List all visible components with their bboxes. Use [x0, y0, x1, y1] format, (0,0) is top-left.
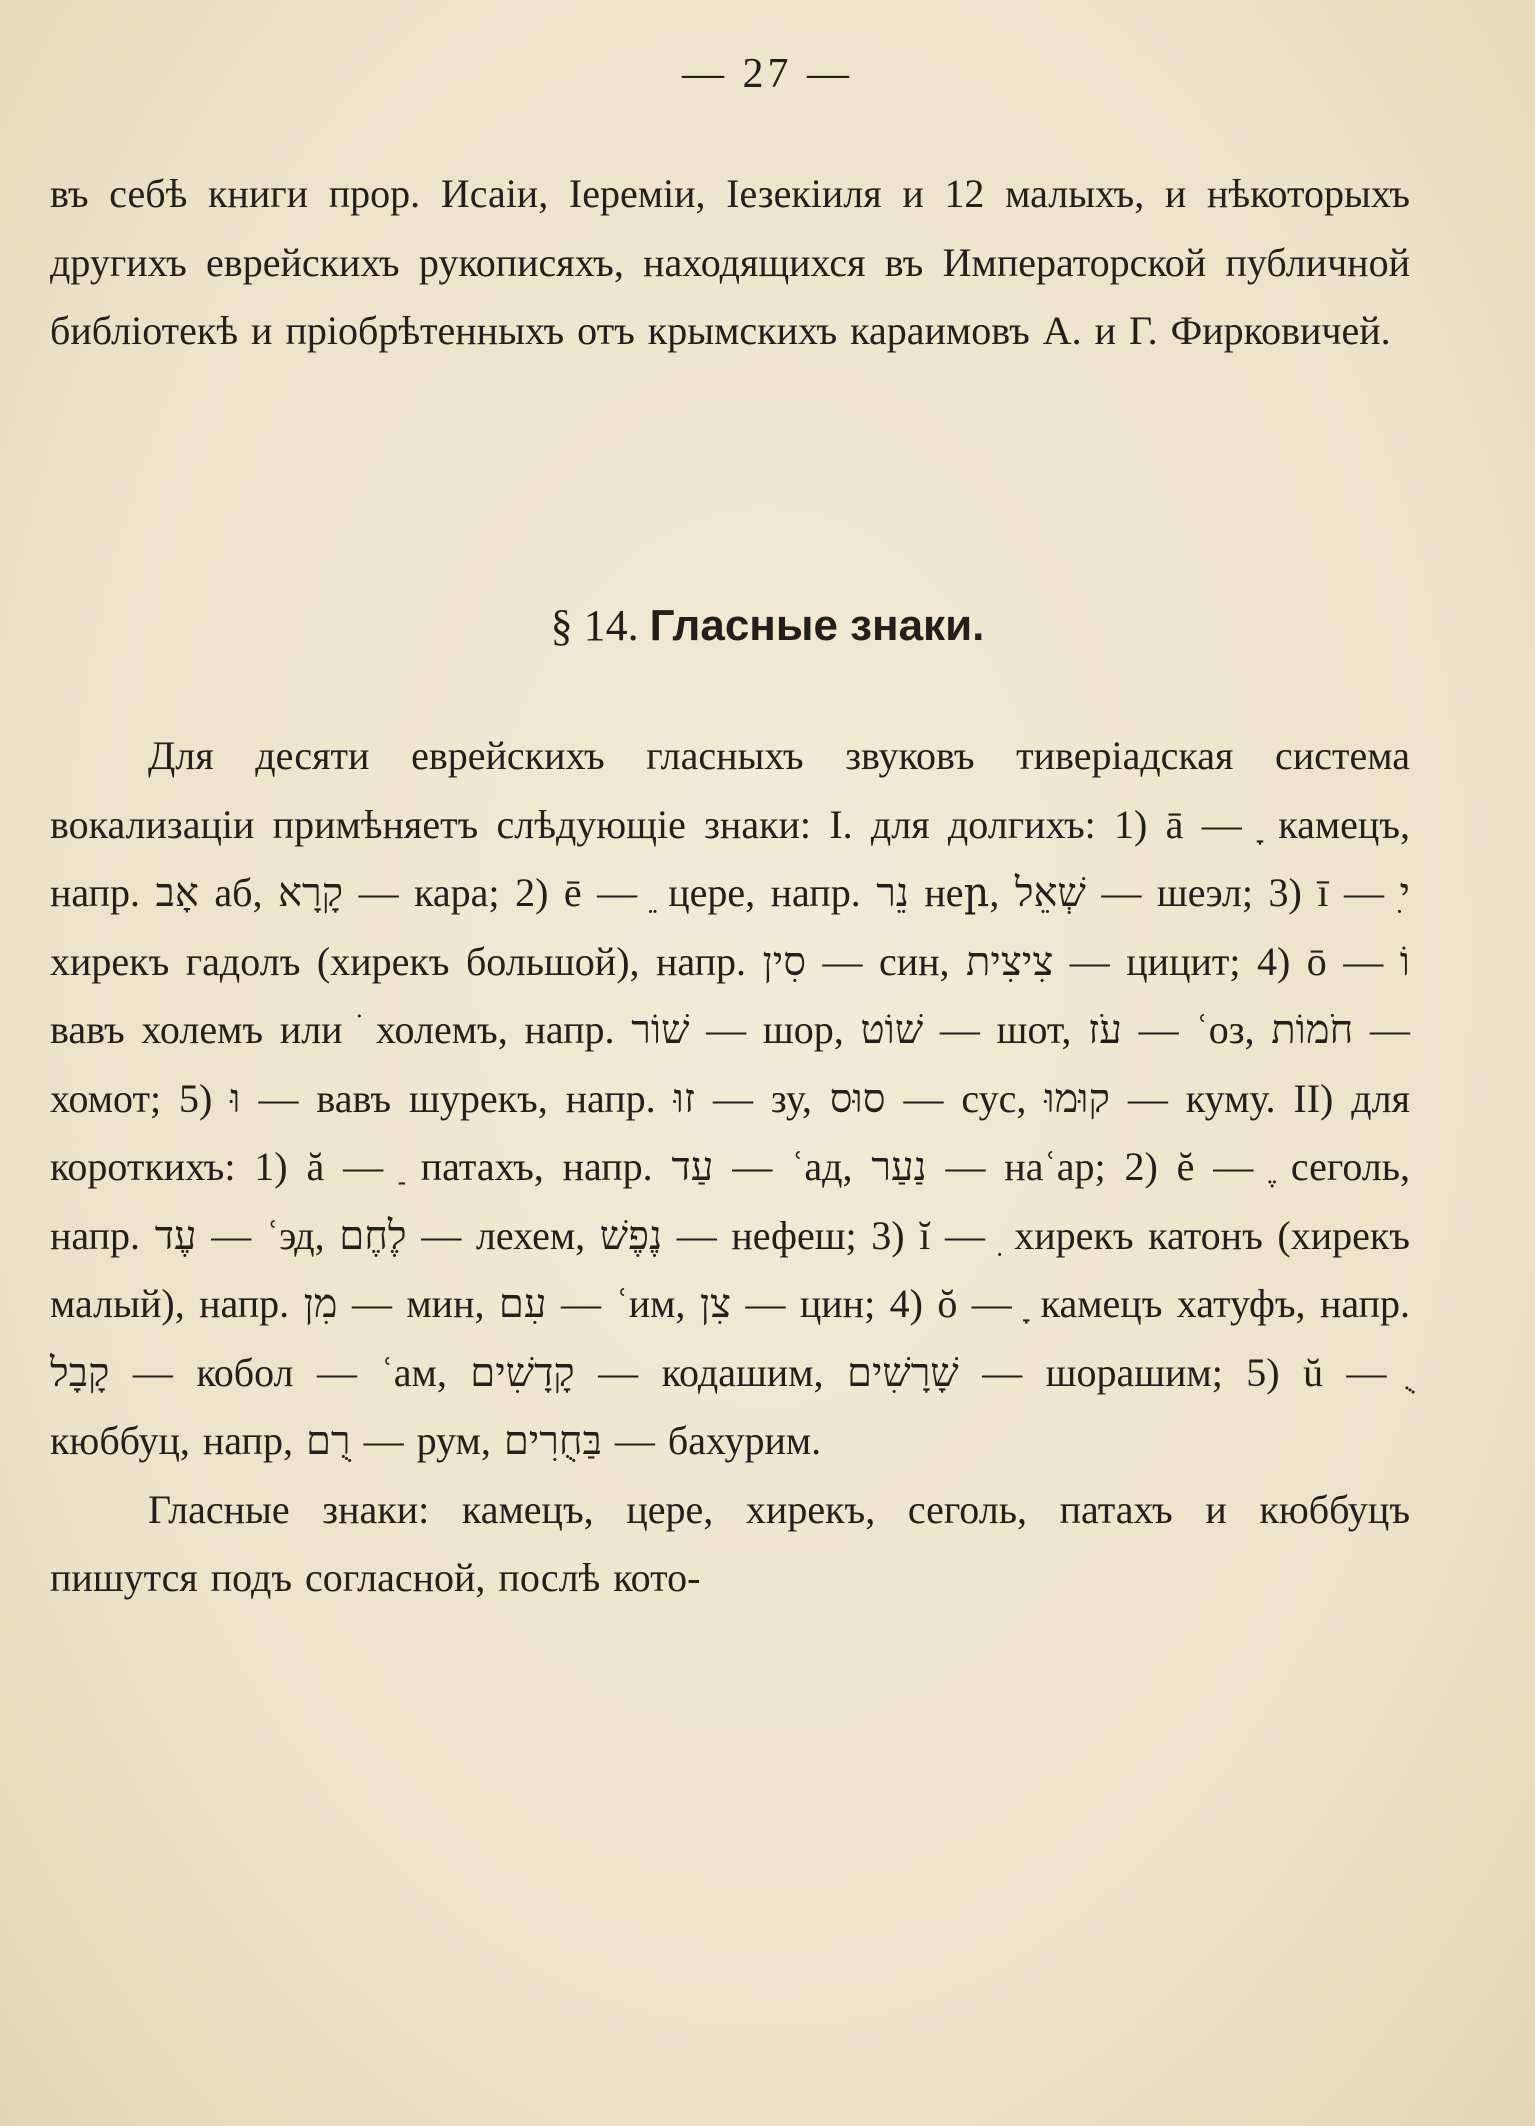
main-text-block: [50, 722, 1410, 1613]
top-paragraph: въ себѣ книги прор. Исаіи, Іереміи, Іезекіиля и 12 малыхъ, и нѣкоторыхъ другихъ еврейскихъ рукописяхъ, находящихся въ Императорской публичной библіотекѣ и пріобрѣтенныхъ отъ крымскихъ караимовъ А. и Г. Фирковичей.: [50, 171, 1410, 353]
paragraph-vowel-signs: Для десяти еврейскихъ гласныхъ звуковъ тиверіадская система вокализаціи примѣняетъ слѣдующіе знаки: I. для долгихъ: 1) ā — ָ камецъ, напр. אָב аб, קָרָא — кара; 2) ē — ֵ цере, напр. נֵר неր, שְׁאֵל — шеэл; 3) ī — ִי хирекъ гадолъ (хирекъ большой), напр. סִין — син, צִיצִית — цицит; 4) ō — וֹ вавъ холемъ или ֹ холемъ, напр. שׁוֹר — шор, שׁוֹט — шот, עֹז — ʿоз, חֹמוֹת — хомот; 5) וּ — вавъ шурекъ, напр. זוּ — зу, סוּס — сус, קוּמוּ — куму. II) для короткихъ: 1) ă — ַ патахъ, напр. עַד — ʿад, נַעַר — наʿар; 2) ĕ — ֶ сеголь, напр. עֶד — ʿэд, לֶחֶם — лехем, נֶפֶשׁ — нефеш; 3) ĭ — ִ хирекъ катонъ (хирекъ малый), напр. מִן — мин, עִם — ʿим, צִן — цин; 4) ŏ — ָ камецъ хатуфъ, напр. קָבָל — кобол — ʿам, קָדָשִׁים — кодашим, שָׁרָשִׁים — шорашим; 5) ŭ — ֻ кюббуц, напр, רֻם — рум, בַּחֻרִים — бахурим.: [50, 733, 1411, 1463]
section-number: § 14.: [550, 601, 639, 650]
top-text-block: [50, 160, 1410, 366]
paragraph-vowel-placement: Гласные знаки: камецъ, цере, хирекъ, сеголь, патахъ и кюббуцъ пишутся подъ согласной, послѣ кото-: [50, 1486, 1410, 1600]
page-number: — 27 —: [682, 51, 853, 97]
section-title: Гласные знаки.: [649, 601, 985, 650]
section-heading: [0, 600, 1535, 651]
